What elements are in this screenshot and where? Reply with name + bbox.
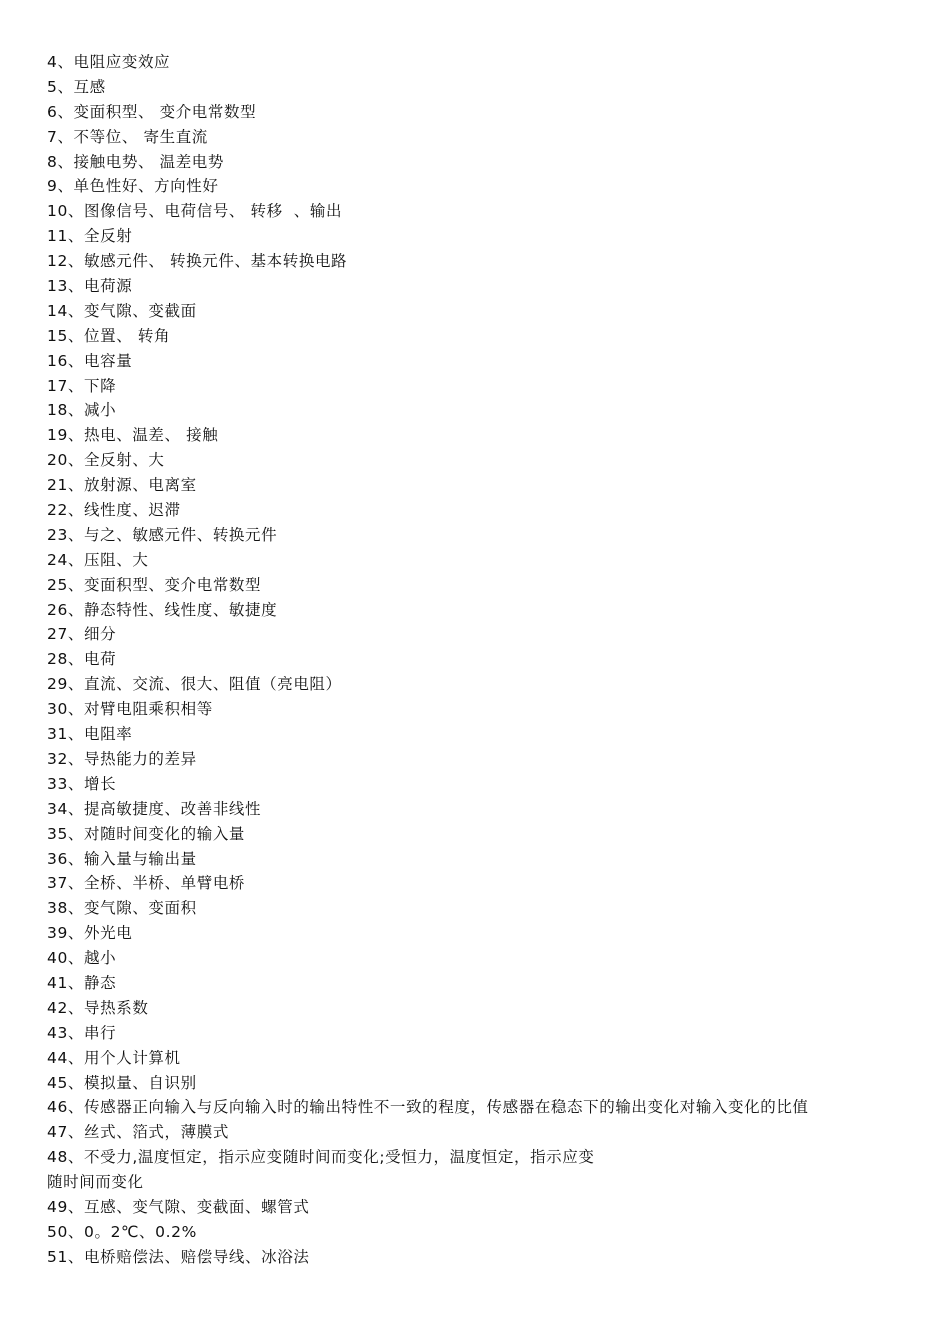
answer-line: 49、互感、变气隙、变截面、螺管式 [47,1198,310,1217]
answer-line: 29、直流、交流、很大、阻值（亮电阻） [47,675,342,694]
answer-line: 30、对臂电阻乘积相等 [47,700,213,719]
answer-line: 9、单色性好、方向性好 [47,177,219,196]
answer-line: 13、电荷源 [47,277,133,296]
answer-line: 12、敏感元件、 转换元件、基本转换电路 [47,252,348,271]
answer-line: 50、0。2℃、0.2% [47,1222,197,1241]
answer-line: 20、全反射、大 [47,451,165,470]
answer-line: 15、位置、 转角 [47,326,171,345]
answer-line: 45、模拟量、自识别 [47,1073,197,1092]
answer-line: 47、丝式、箔式，薄膜式 [47,1123,229,1142]
answer-line: 31、电阻率 [47,725,133,744]
answer-line: 11、全反射 [47,227,133,246]
answer-line: 44、用个人计算机 [47,1048,181,1067]
answer-line: 26、静态特性、线性度、敏捷度 [47,600,278,619]
answer-line: 5、互感 [47,77,106,96]
answer-line: 8、接触电势、 温差电势 [47,152,224,171]
answer-line: 23、与之、敏感元件、转换元件 [47,525,278,544]
answer-line: 16、电容量 [47,351,133,370]
answer-line: 21、放射源、电离室 [47,476,197,495]
answer-line: 17、下降 [47,376,117,395]
answer-line: 33、增长 [47,774,117,793]
answer-line: 48、不受力,温度恒定，指示应变随时间而变化;受恒力，温度恒定，指示应变 随时间而变化 [47,1148,595,1192]
answer-line: 7、不等位、 寄生直流 [47,127,208,146]
answer-line: 27、细分 [47,625,117,644]
answer-line: 18、减小 [47,401,117,420]
answer-line: 25、变面积型、变介电常数型 [47,575,262,594]
answer-line: 39、外光电 [47,924,133,943]
answer-line: 10、图像信号、电荷信号、 转移 、输出 [47,202,343,221]
answer-line: 46、传感器正向输入与反向输入时的输出特性不一致的程度，传感器在稳态下的输出变化对输入变化的比值 [47,1098,809,1117]
answer-line: 14、变气隙、变截面 [47,301,197,320]
answer-list [47,50,912,1270]
answer-line: 51、电桥赔偿法、赔偿导线、冰浴法 [47,1247,310,1266]
answer-line: 37、全桥、半桥、单臂电桥 [47,874,246,893]
answer-line: 28、电荷 [47,650,117,669]
answer-line: 42、导热系数 [47,998,149,1017]
answer-line: 24、压阻、大 [47,550,149,569]
answer-line: 19、热电、温差、 接触 [47,426,219,445]
answer-line: 34、提高敏捷度、改善非线性 [47,799,262,818]
answer-line: 36、输入量与输出量 [47,849,197,868]
answer-line: 35、对随时间变化的输入量 [47,824,246,843]
answer-line: 22、线性度、迟滞 [47,501,181,520]
answer-line: 32、导热能力的差异 [47,749,197,768]
answer-line: 40、越小 [47,949,117,968]
answer-line: 38、变气隙、变面积 [47,899,197,918]
answer-line: 43、串行 [47,1023,117,1042]
answer-line: 4、电阻应变效应 [47,53,171,71]
answer-line: 41、静态 [47,973,117,992]
answer-line: 6、变面积型、 变介电常数型 [47,102,257,121]
